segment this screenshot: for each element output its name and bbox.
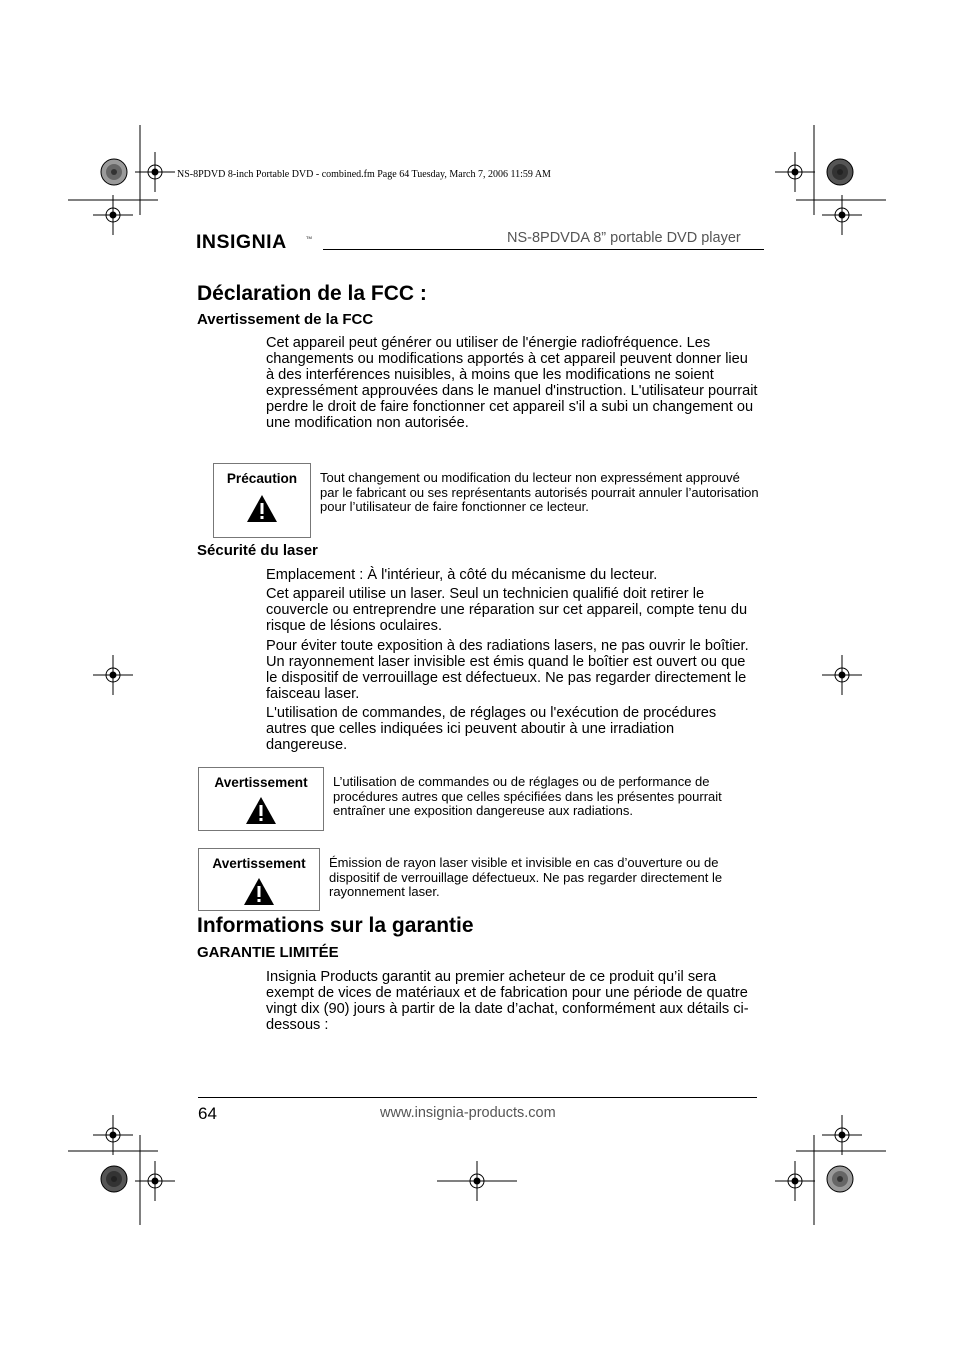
registration-mark-icon — [93, 655, 133, 695]
laser-paragraph-4: L'utilisation de commandes, de réglages ou l'exécution de procédures autres que celles indiquées ici peuvent aboutir à une irradiation dangereuse. — [266, 705, 717, 753]
caution-label: Précaution — [226, 471, 298, 486]
footer-url: www.insignia-products.com — [380, 1105, 556, 1121]
page-number: 64 — [198, 1104, 217, 1123]
warranty-title: Informations sur la garantie — [197, 914, 474, 937]
warranty-heading: GARANTIE LIMITÉE — [197, 944, 339, 961]
registration-mark-icon — [775, 1161, 815, 1201]
fcc-title: Déclaration de la FCC : — [197, 282, 427, 305]
registration-mark-icon — [822, 1115, 862, 1155]
warranty-text: Insignia Products garantit au premier acheteur de ce produit qu’il sera exempt de vices de matériaux et de fabrication pour une période de quatre vingt dix (90) jours à partir de la date d’achat, conformément aux détails ci-dessous : — [266, 969, 749, 1033]
registration-mark-icon — [822, 655, 862, 695]
color-registration-circle-icon — [100, 158, 128, 186]
registration-mark-icon — [135, 152, 175, 192]
header-model-title: NS-8PDVDA 8” portable DVD player — [507, 230, 741, 246]
laser-heading: Sécurité du laser — [197, 542, 318, 559]
registration-mark-icon — [135, 1161, 175, 1201]
logo-text: INSIGNIA — [196, 231, 287, 253]
file-info-line: NS-8PDVD 8-inch Portable DVD - combined.fm Page 64 Tuesday, March 7, 2006 11:59 AM — [177, 169, 551, 180]
color-registration-circle-icon — [826, 1165, 854, 1193]
registration-mark-icon — [775, 152, 815, 192]
laser-warning-2-text: Émission de rayon laser visible et invisible en cas d’ouverture ou de dispositif de verrouillage défectueux. Ne pas regarder directement le rayonnement laser. — [329, 855, 723, 900]
color-registration-circle-icon — [100, 1165, 128, 1193]
laser-warning-1-text: L’utilisation de commandes ou de réglages ou de performance de procédures autres que celles spécifiées dans les présentes pourrait entraîner une exposition dangereuse aux radiations. — [333, 774, 722, 819]
laser-warning-1-label: Avertissement — [214, 775, 308, 790]
caution-text: Tout changement ou modification du lecteur non expressément approuvé par le fabricant ou ses représentants autorisés pourrait annuler l’autorisation pour l’utilisateur de faire fonctionner ce lecteur. — [320, 470, 759, 515]
fcc-warning-heading: Avertissement de la FCC — [197, 311, 374, 328]
laser-warning-2-label: Avertissement — [212, 856, 306, 871]
registration-mark-icon — [93, 195, 133, 235]
laser-paragraph-2: Cet appareil utilise un laser. Seul un technicien qualifié doit retirer le couvercle ou entreprendre une réparation sur cet appareil, compte tenu du risque de lésions oculaires. — [266, 586, 748, 634]
laser-paragraph-3: Pour éviter toute exposition à des radiations lasers, ne pas ouvrir le boîtier. Un rayonnement laser invisible est émis quand le boîtier est ouvert ou que le dispositif de verrouillage est défectueux. Ne pas regarder directement le faisceau laser. — [266, 638, 749, 702]
registration-mark-icon — [93, 1115, 133, 1155]
fcc-warning-text: Cet appareil peut générer ou utiliser de l'énergie radiofréquence. Les changements ou modifications apportés à cet appareil peuvent donner lieu à des interférences nuisibles, à moins que les modifications ne soient expressément approuvées dans le manuel d'instruction. L'utilisateur pourrait perdre le droit de faire fonctionner cet appareil s'il a subi un changement ou une modification non autorisée. — [266, 335, 758, 431]
crop-line — [437, 1171, 517, 1191]
laser-paragraph-1: Emplacement : À l'intérieur, à côté du mécanisme du lecteur. — [266, 567, 658, 583]
svg-text:TM: TM — [306, 235, 312, 240]
color-registration-circle-icon — [826, 158, 854, 186]
registration-mark-icon — [822, 195, 862, 235]
